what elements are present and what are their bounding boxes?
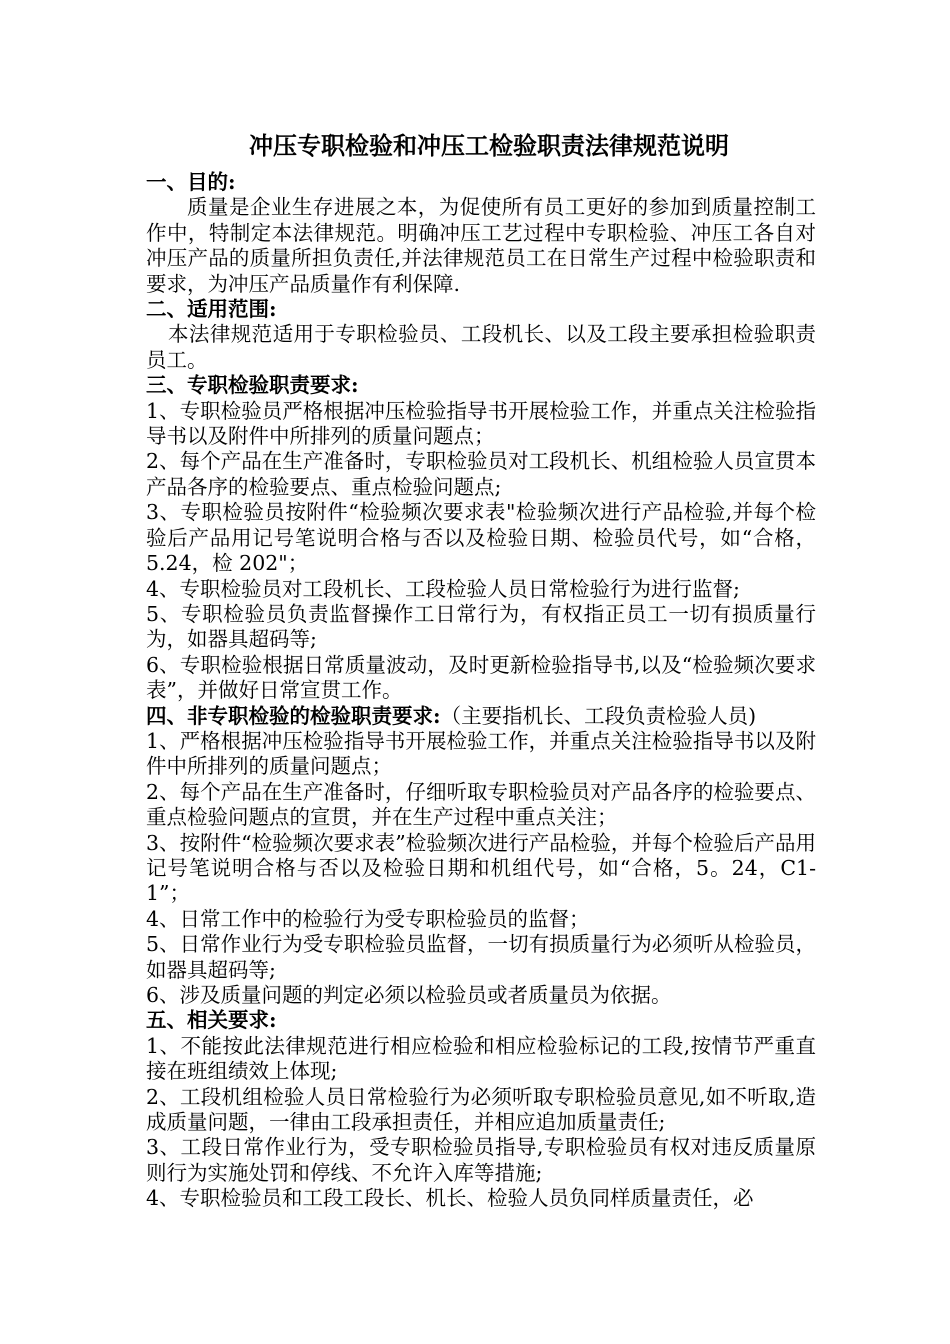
section-heading: 五、相关要求:: [146, 1008, 277, 1033]
section-heading: 二、适用范围:: [146, 297, 277, 322]
paragraph: 本法律规范适用于专职检验员、工段机长、以及工段主要承担检验职责员工。: [146, 322, 816, 372]
list-item: 1、严格根据冲压检验指导书开展检验工作，并重点关注检验指导书以及附件中所排列的质量问题点；: [146, 728, 816, 779]
list-item: 4、日常工作中的检验行为受专职检验员的监督；: [146, 906, 590, 931]
section-non-dedicated-inspector-duties: [146, 704, 816, 1009]
list-item: 2、工段机组检验人员日常检验行为必须听取专职检验员意见,如不听取,造成质量问题，一律由工段承担责任，并相应追加质量责任;: [146, 1084, 816, 1135]
list-item: 1、专职检验员严格根据冲压检验指导书开展检验工作，并重点关注检验指导书以及附件中所排列的质量问题点；: [146, 398, 816, 449]
list-item: 2、每个产品在生产准备时，仔细听取专职检验员对产品各序的检验要点、重点检验问题点的宣贯，并在生产过程中重点关注；: [146, 779, 816, 830]
section-purpose: [146, 170, 816, 297]
list-item: 6、涉及质量问题的判定必须以检验员或者质量员为依据。: [146, 983, 672, 1007]
list-item: 5、日常作业行为受专职检验员监督，一切有损质量行为必须听从检验员，如器具超码等;: [146, 932, 816, 982]
section-heading-text: 四、非专职检验的检验职责要求:: [146, 703, 441, 728]
list-item: 3、工段日常作业行为，受专职检验员指导,专职检验员有权对违反质量原则行为实施处罚和停线、不允许入库等措施;: [146, 1135, 816, 1185]
list-item: 2、每个产品在生产准备时，专职检验员对工段机长、机组检验人员宣贯本产品各序的检验要点、重点检验问题点;: [146, 449, 816, 499]
list-item: 4、专职检验员对工段机长、工段检验人员日常检验行为进行监督;: [146, 576, 740, 601]
list-item: 4、专职检验员和工段工段长、机长、检验人员负同样质量责任，必: [146, 1186, 754, 1211]
section-heading: 一、目的:: [146, 170, 236, 194]
document-page: [146, 130, 816, 1212]
section-scope: [146, 297, 816, 373]
list-item: 3、专职检验员按附件“检验频次要求表"检验频次进行产品检验,并每个检验后产品用记号笔说明合格与否以及检验日期、检验员代号，如“合格，5.24，检 202"；: [146, 500, 816, 576]
section-heading: [146, 704, 816, 729]
section-heading-note: （主要指机长、工段负责检验人员): [440, 703, 757, 728]
section-heading: 三、专职检验职责要求:: [146, 373, 359, 398]
list-item: 5、专职检验员负责监督操作工日常行为，有权指正员工一切有损质量行为，如器具超码等;: [146, 601, 816, 652]
list-item: 6、专职检验根据日常质量波动，及时更新检验指导书,以及“检验频次要求表”，并做好日常宣贯工作。: [146, 652, 816, 703]
document-title: 冲压专职检验和冲压工检验职责法律规范说明: [249, 131, 729, 160]
section-related-requirements: [146, 1008, 816, 1211]
paragraph: 质量是企业生存进展之本，为促使所有员工更好的参加到质量控制工作中，特制定本法律规范。明确冲压工艺过程中专职检验、冲压工各自对冲压产品的质量所担负责任,并法律规范员工在日常生产过程中检验职责和要求，为冲压产品质量作有利保障.: [146, 195, 816, 296]
list-item: 3、按附件“检验频次要求表”检验频次进行产品检验，并每个检验后产品用记号笔说明合格与否以及检验日期和机组代号，如“合格，5。24，C1-1”；: [146, 830, 816, 906]
section-dedicated-inspector-duties: [146, 373, 816, 703]
list-item: 1、不能按此法律规范进行相应检验和相应检验标记的工段,按情节严重直接在班组绩效上体现;: [146, 1033, 816, 1084]
